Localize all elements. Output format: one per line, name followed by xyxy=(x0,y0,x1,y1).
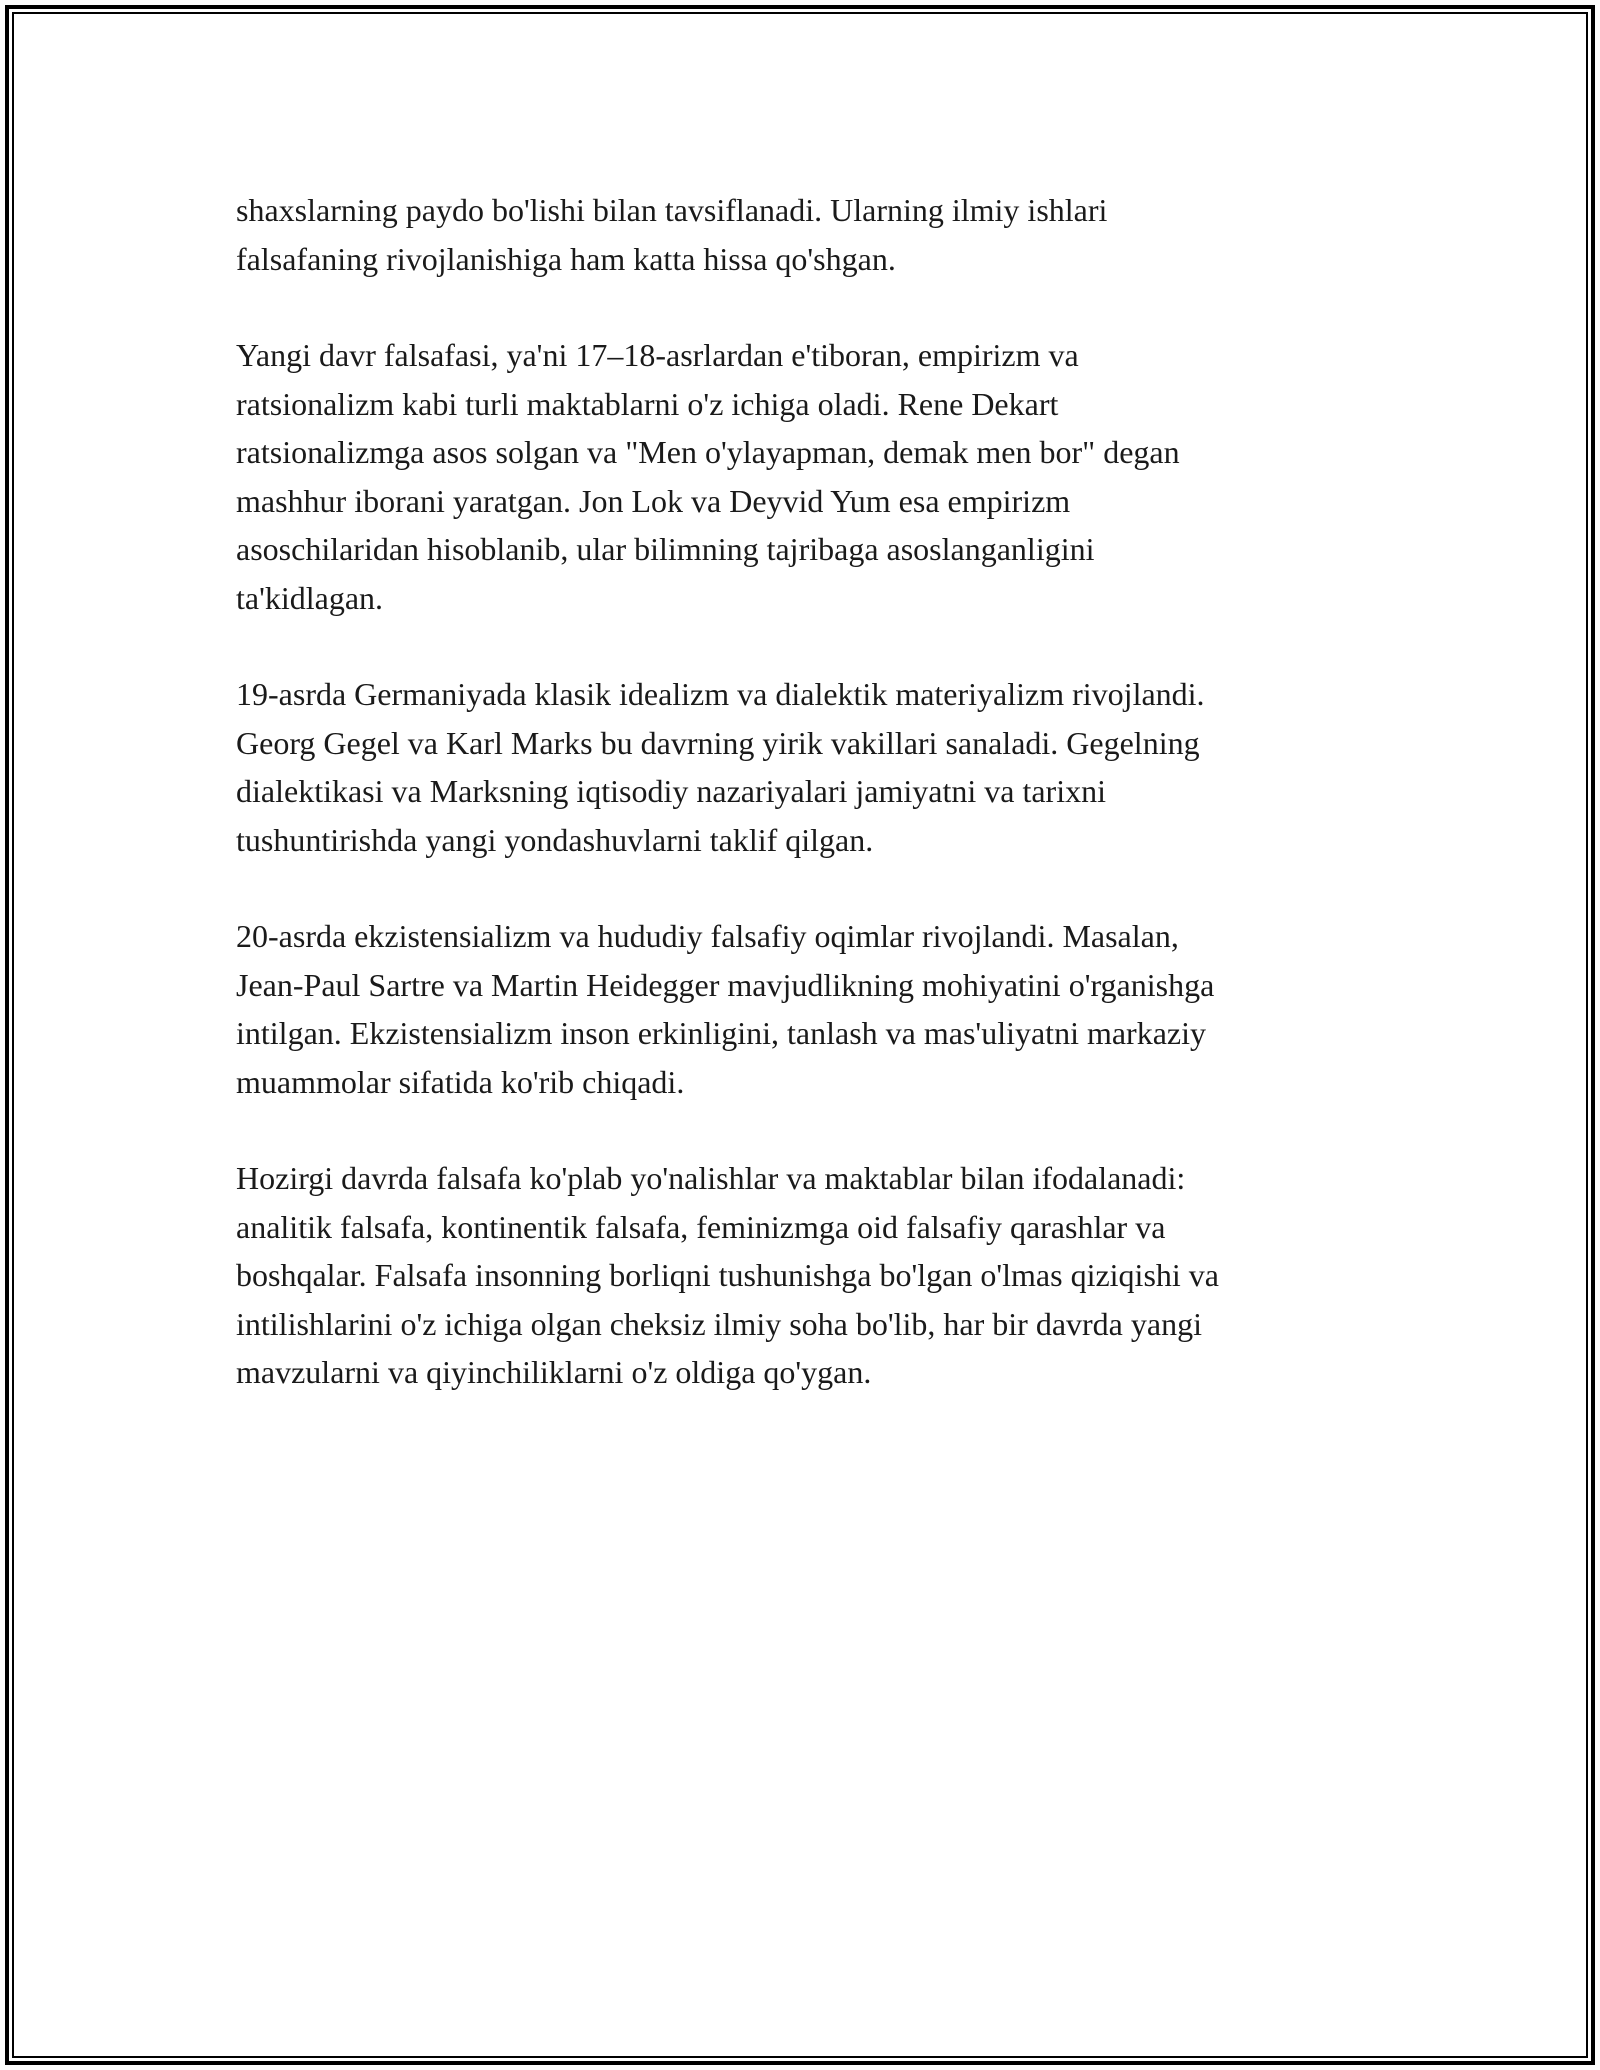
paragraph-5 xyxy=(236,1154,1386,1397)
text-line: asoschilaridan hisoblanib, ular bilimning tajribaga asoslanganligini xyxy=(236,531,1095,567)
paragraph-4 xyxy=(236,912,1386,1106)
text-line: mavzularni va qiyinchiliklarni o'z oldiga qo'ygan. xyxy=(236,1354,872,1390)
text-line: ta'kidlagan. xyxy=(236,579,384,616)
text-line: Georg Gegel va Karl Marks bu davrning yirik vakillari sanaladi. Gegelning xyxy=(236,724,1200,761)
text-line: analitik falsafa, kontinentik falsafa, feminizmga oid falsafiy qarashlar va xyxy=(236,1208,1166,1245)
text-line: Yangi davr falsafasi, ya'ni 17–18-asrlardan e'tiboran, empirizm va xyxy=(236,337,1079,373)
text-line: muammolar sifatida ko'rib chiqadi. xyxy=(236,1063,685,1100)
text-line: 20-asrda ekzistensializm va hududiy falsafiy oqimlar rivojlandi. Masalan, xyxy=(236,918,1179,954)
text-line: falsafaning rivojlanishiga ham katta hissa qo'shgan. xyxy=(236,240,896,277)
text-line: shaxslarning paydo bo'lishi bilan tavsiflanadi. Ularning ilmiy ishlari xyxy=(236,192,1108,228)
text-line: Hozirgi davrda falsafa ko'plab yo'nalishlar va maktablar bilan ifodalanadi: xyxy=(236,1160,1186,1196)
paragraph-3 xyxy=(236,670,1386,864)
paragraph-2 xyxy=(236,331,1386,622)
paragraph-1 xyxy=(236,186,1386,283)
text-line: intilishlarini o'z ichiga olgan cheksiz ilmiy soha bo'lib, har bir davrda yangi xyxy=(236,1305,1202,1342)
text-line: tushuntirishda yangi yondashuvlarni taklif qilgan. xyxy=(236,821,874,858)
text-line: ratsionalizm kabi turli maktablarni o'z ichiga oladi. Rene Dekart xyxy=(236,385,1059,422)
document-body xyxy=(236,186,1386,1445)
text-line: boshqalar. Falsafa insonning borliqni tushunishga bo'lgan o'lmas qiziqishi va xyxy=(236,1257,1219,1293)
text-line: mashhur iborani yaratgan. Jon Lok va Deyvid Yum esa empirizm xyxy=(236,482,1071,519)
text-line: Jean-Paul Sartre va Martin Heidegger mavjudlikning mohiyatini o'rganishga xyxy=(236,966,1215,1003)
text-line: ratsionalizmga asos solgan va "Men o'ylayapman, demak men bor" degan xyxy=(236,434,1180,470)
text-line: intilgan. Ekzistensializm inson erkinligini, tanlash va mas'uliyatni markaziy xyxy=(236,1015,1206,1051)
text-line: 19-asrda Germaniyada klasik idealizm va dialektik materiyalizm rivojlandi. xyxy=(236,676,1205,712)
text-line: dialektikasi va Marksning iqtisodiy nazariyalari jamiyatni va tarixni xyxy=(236,773,1106,809)
